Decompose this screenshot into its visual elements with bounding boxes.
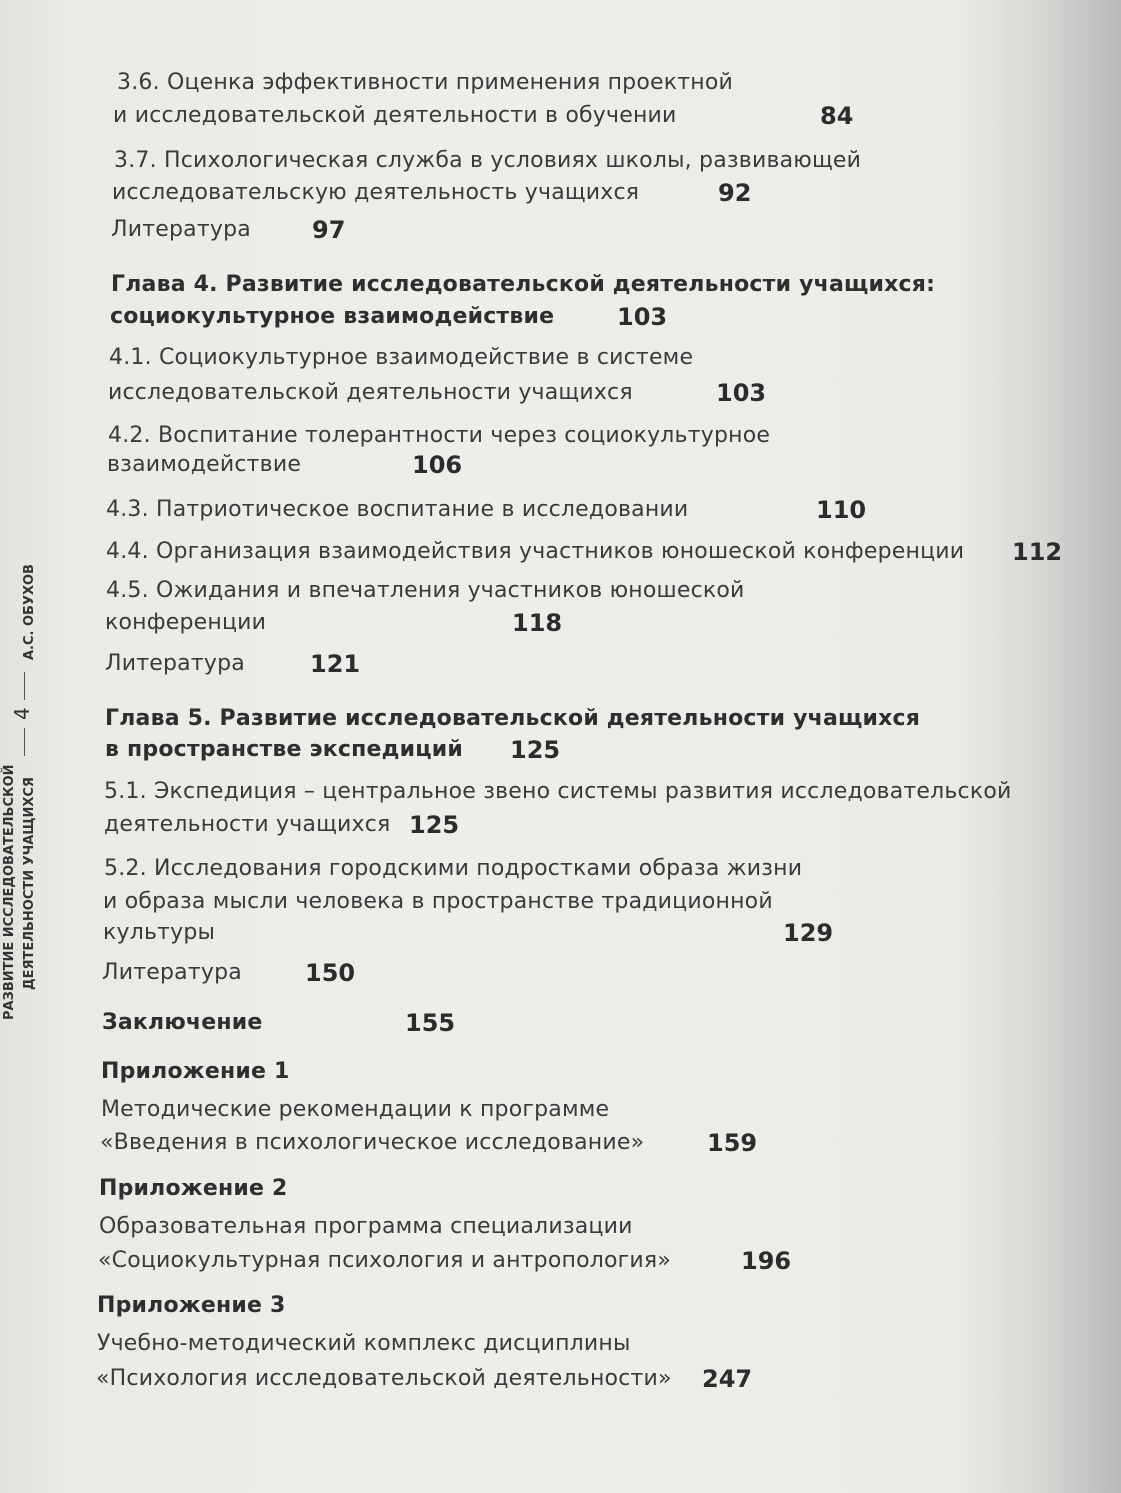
toc-entry: Методические рекомендации к программе bbox=[101, 1097, 610, 1122]
toc-page-number: 121 bbox=[310, 650, 361, 678]
toc-entry: конференции bbox=[105, 610, 267, 635]
toc-heading: Приложение 1 bbox=[101, 1059, 290, 1084]
toc-page-number: 110 bbox=[816, 496, 867, 524]
toc-heading: Приложение 2 bbox=[99, 1176, 288, 1201]
toc-heading: Приложение 3 bbox=[97, 1293, 286, 1318]
toc-entry: исследовательскую деятельность учащихся bbox=[112, 180, 640, 205]
spine-divider bbox=[24, 728, 25, 756]
toc-entry: 3.7. Психологическая служба в условиях школы, развивающей bbox=[114, 148, 862, 173]
toc-entry: взаимодействие bbox=[107, 452, 302, 477]
toc-page-number: 112 bbox=[1012, 538, 1063, 566]
toc-entry: 3.6. Оценка эффективности применения проектной bbox=[117, 70, 733, 95]
toc-page-number: 196 bbox=[741, 1247, 792, 1275]
toc-heading: Заключение bbox=[102, 1010, 263, 1035]
toc-entry: Литература bbox=[102, 960, 242, 985]
toc-entry: 4.3. Патриотическое воспитание в исследовании bbox=[106, 497, 689, 522]
toc-page-number: 150 bbox=[305, 959, 356, 987]
toc-heading: в пространстве экспедиций bbox=[105, 737, 463, 762]
toc-entry: деятельности учащихся bbox=[104, 812, 391, 837]
running-header bbox=[0, 560, 56, 1020]
toc-entry: 5.1. Экспедиция – центральное звено системы развития исследовательской bbox=[104, 779, 1012, 804]
toc-heading: социокультурное взаимодействие bbox=[110, 304, 555, 329]
toc-page-number: 92 bbox=[718, 179, 752, 207]
spine-author: А.С. ОБУХОВ bbox=[22, 564, 37, 660]
toc-page-number: 103 bbox=[617, 303, 668, 331]
spine-title-line1: РАЗВИТИЕ ИССЛЕДОВАТЕЛЬСКОЙ bbox=[2, 764, 17, 1020]
spine-divider bbox=[24, 672, 25, 700]
toc-entry: 4.5. Ожидания и впечатления участников юношеской bbox=[106, 578, 745, 603]
toc-entry: Литература bbox=[105, 651, 245, 676]
toc-page-number: 106 bbox=[412, 451, 463, 479]
toc-entry: и образа мысли человека в пространстве традиционной bbox=[103, 889, 773, 914]
toc-entry: 4.4. Организация взаимодействия участников юношеской конференции bbox=[106, 539, 965, 564]
page-binding-shadow bbox=[1059, 0, 1121, 1493]
toc-entry: 4.2. Воспитание толерантности через социокультурное bbox=[108, 423, 771, 448]
toc-page-number: 129 bbox=[783, 919, 834, 947]
toc-page-number: 118 bbox=[512, 609, 563, 637]
toc-entry: Учебно-методический комплекс дисциплины bbox=[97, 1331, 631, 1356]
toc-page-number: 155 bbox=[405, 1009, 456, 1037]
toc-entry: и исследовательской деятельности в обучении bbox=[113, 103, 677, 128]
toc-heading: Глава 4. Развитие исследовательской деятельности учащихся: bbox=[111, 272, 936, 297]
toc-entry: «Введения в психологическое исследование» bbox=[100, 1130, 645, 1155]
toc-page-number: 247 bbox=[702, 1365, 753, 1393]
spine-title-line2: ДЕЯТЕЛЬНОСТИ УЧАЩИХСЯ bbox=[22, 777, 37, 990]
toc-page-number: 125 bbox=[409, 811, 460, 839]
toc-page-number: 125 bbox=[510, 736, 561, 764]
toc-page-number: 103 bbox=[716, 379, 767, 407]
toc-entry: 5.2. Исследования городскими подростками образа жизни bbox=[104, 856, 803, 881]
toc-page-number: 159 bbox=[707, 1129, 758, 1157]
toc-entry: культуры bbox=[103, 920, 216, 945]
toc-heading: Глава 5. Развитие исследовательской деятельности учащихся bbox=[105, 706, 921, 731]
toc-entry: Образовательная программа специализации bbox=[99, 1214, 633, 1239]
toc-entry: исследовательской деятельности учащихся bbox=[108, 380, 633, 405]
toc-entry: 4.1. Социокультурное взаимодействие в системе bbox=[109, 345, 694, 370]
toc-entry: Литература bbox=[111, 217, 251, 242]
toc-page-number: 97 bbox=[312, 216, 346, 244]
toc-entry: «Социокультурная психология и антропология» bbox=[98, 1248, 672, 1273]
spine-page-number: 4 bbox=[10, 707, 34, 720]
toc-entry: «Психология исследовательской деятельности» bbox=[96, 1366, 672, 1391]
toc-page-number: 84 bbox=[820, 102, 854, 130]
